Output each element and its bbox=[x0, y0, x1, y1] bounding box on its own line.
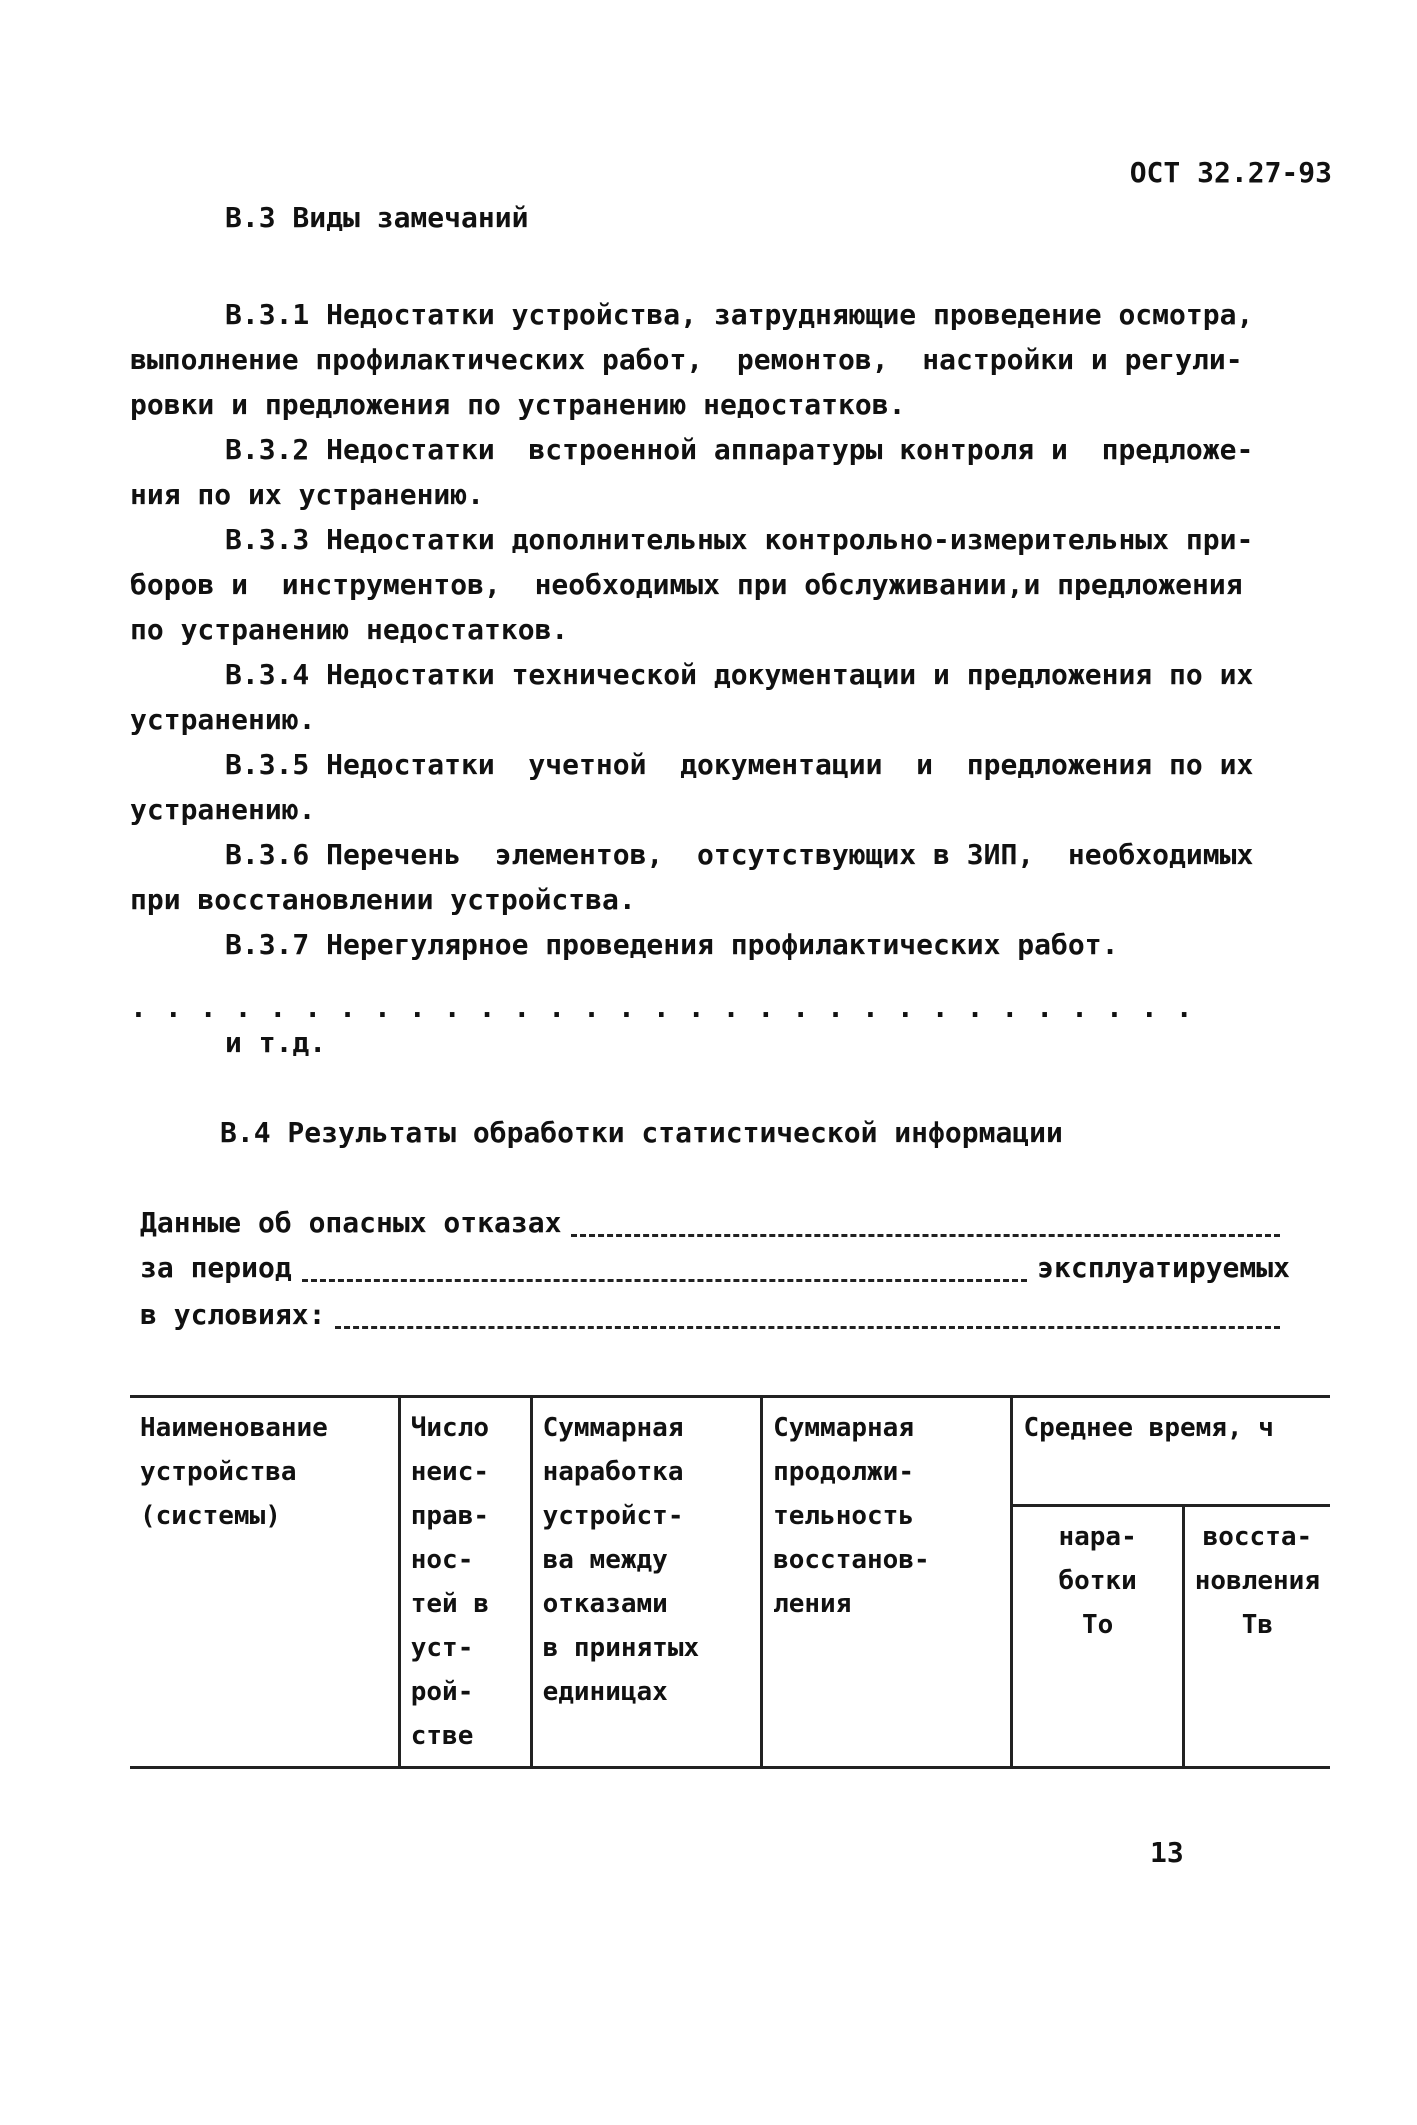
section-b4-title: В.4 Результаты обработки статистической информации bbox=[220, 1116, 1063, 1149]
text-line: боров и инструментов, необходимых при обслуживании,и предложения bbox=[130, 568, 1243, 601]
document-code: ОСТ 32.27-93 bbox=[1129, 156, 1332, 189]
period-field bbox=[140, 1245, 1290, 1290]
table-header-row bbox=[130, 1397, 1330, 1506]
page-number: 13 bbox=[1150, 1836, 1184, 1869]
text-line: В.3.4 Недостатки технической документации и предложения по их bbox=[225, 658, 1254, 691]
text-line: В.3.6 Перечень элементов, отсутствующих в ЗИП, необходимых bbox=[225, 838, 1254, 871]
col-avg-time-header: Среднее время, ч bbox=[1012, 1397, 1330, 1506]
paragraph-b3-2 bbox=[130, 427, 1330, 517]
conditions-field bbox=[140, 1292, 1290, 1337]
text-line: В.3.7 Нерегулярное проведения профилактических работ. bbox=[225, 928, 1119, 961]
field-label: эксплуатируемых bbox=[1037, 1251, 1290, 1284]
paragraph-b3-4 bbox=[130, 652, 1330, 742]
text-line: В.3.2 Недостатки встроенной аппаратуры контроля и предложе- bbox=[225, 433, 1254, 466]
text-line: выполнение профилактических работ, ремонтов, настройки и регули- bbox=[130, 343, 1243, 376]
field-label: за период bbox=[140, 1251, 292, 1284]
blank-line bbox=[335, 1326, 1280, 1329]
text-line: устранению. bbox=[130, 703, 316, 736]
statistics-table bbox=[130, 1395, 1330, 1769]
paragraph-b3-7 bbox=[130, 922, 1330, 967]
field-label: Данные об опасных отказах bbox=[140, 1206, 562, 1239]
text-line: при восстановлении устройства. bbox=[130, 883, 636, 916]
dangerous-failures-field bbox=[140, 1200, 1290, 1245]
text-line: ровки и предложения по устранению недостатков. bbox=[130, 388, 906, 421]
paragraph-b3-3 bbox=[130, 517, 1330, 652]
text-line: по устранению недостатков. bbox=[130, 613, 569, 646]
col-recovery-duration-header: Суммарная продолжи- тельность восстанов- ления bbox=[762, 1397, 1012, 1768]
text-line: В.3.5 Недостатки учетной документации и предложения по их bbox=[225, 748, 1254, 781]
col-avg-operating-header: нара- ботки То bbox=[1012, 1506, 1183, 1768]
text-line: В.3.3 Недостатки дополнительных контрольно-измерительных при- bbox=[225, 523, 1254, 556]
paragraph-b3-1 bbox=[130, 292, 1330, 427]
col-avg-recovery-header: восста- новления Тв bbox=[1183, 1506, 1330, 1768]
text-line: устранению. bbox=[130, 793, 316, 826]
blank-line bbox=[571, 1234, 1280, 1237]
blank-line bbox=[302, 1279, 1027, 1282]
col-device-header: Наименование устройства (системы) bbox=[130, 1397, 399, 1768]
col-failures-header: Число неис- прав- нос- тей в уст- рой- стве bbox=[399, 1397, 531, 1768]
text-line: В.3.1 Недостатки устройства, затрудняющие проведение осмотра, bbox=[225, 298, 1254, 331]
etc-text: и т.д. bbox=[225, 1026, 327, 1059]
col-operating-time-header: Суммарная наработка устройст- ва между отказами в принятых единицах bbox=[531, 1397, 762, 1768]
ellipsis-dots: ............................... bbox=[130, 991, 1211, 1024]
section-b3-items bbox=[130, 292, 1330, 967]
field-label: в условиях: bbox=[140, 1298, 326, 1331]
text-line: ния по их устранению. bbox=[130, 478, 485, 511]
paragraph-b3-6 bbox=[130, 832, 1330, 922]
paragraph-b3-5 bbox=[130, 742, 1330, 832]
section-b3-title: В.3 Виды замечаний bbox=[225, 201, 529, 234]
